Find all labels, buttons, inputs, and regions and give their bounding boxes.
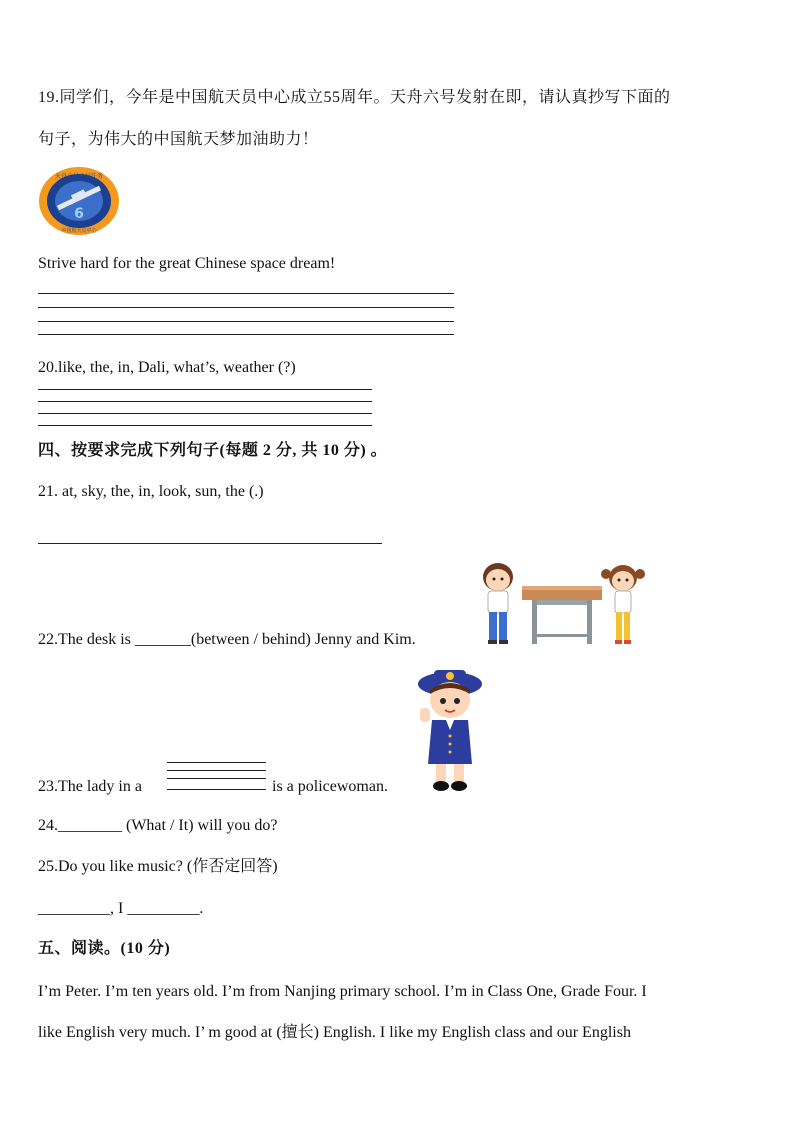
reading-line2: like English very much. I’ m good at (擅长) English. I like my English class and our English: [38, 1024, 631, 1041]
q22-after: (between / behind) Jenny and Kim.: [190, 631, 416, 648]
q25-question: 25.Do you like music? (作否定回答): [38, 858, 278, 875]
q21-answer-line[interactable]: [38, 543, 382, 544]
q19-instruction-line1: 19.同学们，今年是中国航天员中心成立55周年。天舟六号发射在即，请认真抄写下面的: [38, 89, 671, 106]
q21-words: 21. at, sky, the, in, look, sun, the (.): [38, 483, 264, 500]
q22-before: 22.The desk is: [38, 631, 135, 648]
q22-blank[interactable]: _______: [134, 631, 191, 648]
policewoman-illustration: [414, 664, 486, 794]
q22-sentence: [38, 630, 416, 650]
q25-answer-blanks[interactable]: _________, I _________.: [38, 900, 204, 917]
svg-text:中国航天员中心: 中国航天员中心: [61, 228, 97, 234]
reading-line1: I’m Peter. I’m ten years old. I’m from Nanjing primary school. I’m in Class One, Grade Four. I: [38, 983, 647, 1000]
q24-after: (What / It) will you do?: [122, 817, 278, 834]
q23-before: 23.The lady in a: [38, 778, 142, 795]
boy-desk-girl-illustration: [478, 560, 648, 648]
section5-title: 五、阅读。(10 分): [38, 940, 171, 957]
q23-after: is a policewoman.: [272, 778, 388, 795]
q20-words: 20.like, the, in, Dali, what’s, weather (?): [38, 359, 296, 376]
q19-sentence: Strive hard for the great Chinese space dream!: [38, 255, 336, 272]
boy-figure: [483, 563, 513, 644]
q24-blank[interactable]: 24.________: [38, 817, 122, 834]
svg-text:6: 6: [74, 206, 84, 222]
q24-sentence: [38, 816, 278, 836]
girl-figure: [601, 565, 645, 644]
svg-text:天舟六号飞行任务: 天舟六号飞行任务: [54, 173, 104, 180]
desk-figure: [522, 586, 602, 644]
q19-instruction-line2: 句子，为伟大的中国航天梦加油助力！: [38, 131, 319, 148]
section4-title: 四、按要求完成下列句子(每题 2 分, 共 10 分) 。: [38, 442, 388, 459]
shenzhou-mission-emblem: [38, 166, 120, 236]
